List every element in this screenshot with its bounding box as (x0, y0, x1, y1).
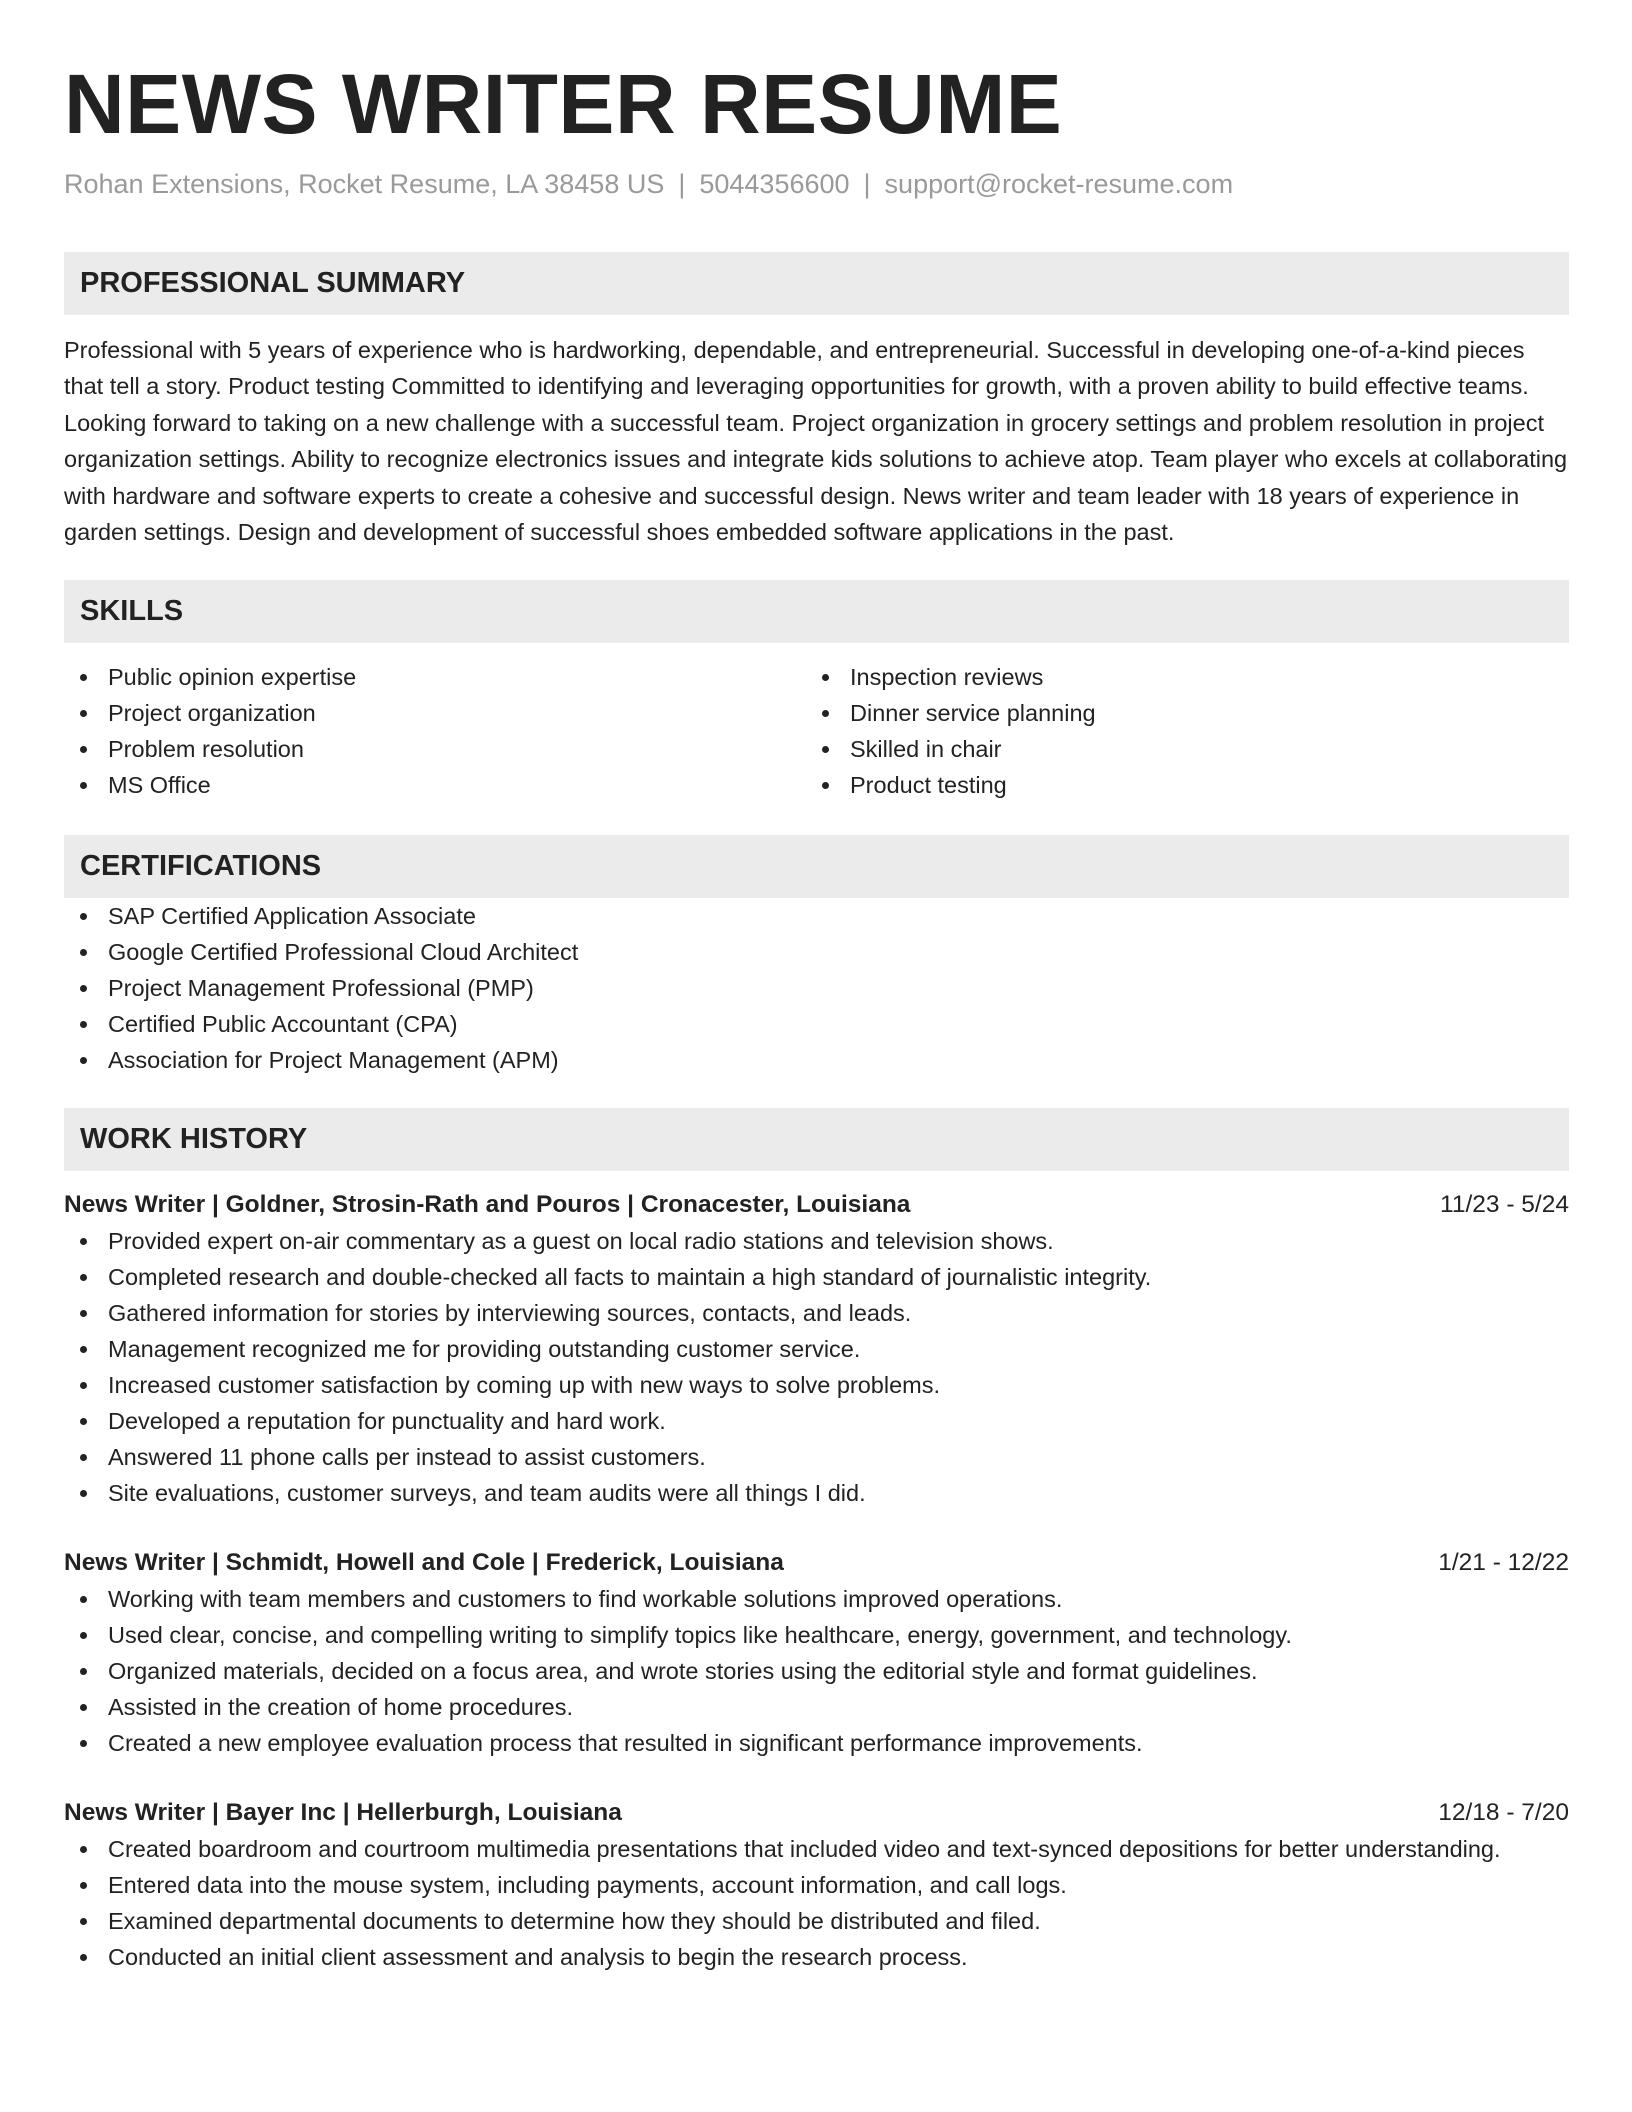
job-title: News Writer | Schmidt, Howell and Cole | Frederick, Louisiana (64, 1549, 784, 1577)
job-bullet: Answered 11 phone calls per instead to assist customers. (64, 1439, 1569, 1475)
job-title: News Writer | Bayer Inc | Hellerburgh, Louisiana (64, 1799, 622, 1827)
contact-line (64, 166, 1569, 202)
job-bullet-list (64, 1831, 1569, 1975)
job-bullet: Working with team members and customers to find workable solutions improved operations. (64, 1581, 1569, 1617)
job-title: News Writer | Goldner, Strosin-Rath and Pouros | Cronacester, Louisiana (64, 1191, 911, 1219)
section-header-work-history: WORK HISTORY (64, 1108, 1569, 1171)
contact-separator: | (863, 169, 871, 199)
job-bullet: Completed research and double-checked all facts to maintain a high standard of journalistic integrity. (64, 1259, 1569, 1295)
contact-address: Rohan Extensions, Rocket Resume, LA 38458 US (64, 169, 665, 199)
job-header (64, 1545, 1569, 1581)
job-bullet: Conducted an initial client assessment and analysis to begin the research process. (64, 1939, 1569, 1975)
certifications-list (64, 898, 1569, 1078)
resume-page (64, 0, 1569, 1975)
certification-item: Association for Project Management (APM) (64, 1042, 1569, 1078)
resume-title: NEWS WRITER RESUME (64, 57, 1063, 151)
skill-item: Dinner service planning (806, 695, 1548, 731)
certification-item: SAP Certified Application Associate (64, 898, 1569, 934)
job-bullet-list (64, 1223, 1569, 1511)
skills-list-left (64, 659, 806, 803)
job-bullet: Provided expert on-air commentary as a guest on local radio stations and television shows. (64, 1223, 1569, 1259)
section-header-summary: PROFESSIONAL SUMMARY (64, 252, 1569, 315)
skill-item: Problem resolution (64, 731, 806, 767)
certification-item: Certified Public Accountant (CPA) (64, 1006, 1569, 1042)
skill-item: Product testing (806, 767, 1548, 803)
section-header-certifications: CERTIFICATIONS (64, 835, 1569, 898)
job-bullet: Management recognized me for providing outstanding customer service. (64, 1331, 1569, 1367)
contact-email: support@rocket-resume.com (884, 169, 1234, 199)
certification-item: Google Certified Professional Cloud Architect (64, 934, 1569, 970)
job-bullet: Gathered information for stories by interviewing sources, contacts, and leads. (64, 1295, 1569, 1331)
skill-item: Inspection reviews (806, 659, 1548, 695)
job-bullet: Examined departmental documents to determine how they should be distributed and filed. (64, 1903, 1569, 1939)
skill-item: MS Office (64, 767, 806, 803)
skills-list-right (806, 659, 1548, 803)
certification-item: Project Management Professional (PMP) (64, 970, 1569, 1006)
section-header-skills: SKILLS (64, 580, 1569, 643)
summary-text: Professional with 5 years of experience who is hardworking, dependable, and entrepreneurial. Successful in developing one-of-a-kind pieces that tell a story. Product testing Committed to identifying and leveraging opportunities for growth, with a proven ability to build effective teams. Looking forward to taking on a new challenge with a successful team. Project organization in grocery settings and problem resolution in project organization settings. Ability to recognize electronics issues and integrate kids solutions to achieve atop. Team player who excels at collaborating with hardware and software experts to create a cohesive and successful design. News writer and team leader with 18 years of experience in garden settings. Design and development of successful shoes embedded software applications in the past. (64, 337, 1568, 546)
job-header (64, 1795, 1569, 1831)
job-bullet-list (64, 1581, 1569, 1761)
job-bullet: Used clear, concise, and compelling writing to simplify topics like healthcare, energy, government, and technology. (64, 1617, 1569, 1653)
job-bullet: Developed a reputation for punctuality and hard work. (64, 1403, 1569, 1439)
job-bullet: Increased customer satisfaction by coming up with new ways to solve problems. (64, 1367, 1569, 1403)
job-bullet: Organized materials, decided on a focus area, and wrote stories using the editorial style and format guidelines. (64, 1653, 1569, 1689)
job-entry (64, 1187, 1569, 1511)
job-bullet: Assisted in the creation of home procedures. (64, 1689, 1569, 1725)
job-entry (64, 1545, 1569, 1761)
job-entry (64, 1795, 1569, 1975)
skill-item: Public opinion expertise (64, 659, 806, 695)
contact-phone: 5044356600 (699, 169, 850, 199)
skills-grid (64, 659, 1569, 803)
job-bullet: Created a new employee evaluation process that resulted in significant performance improvements. (64, 1725, 1569, 1761)
job-dates: 1/21 - 12/22 (1438, 1549, 1569, 1577)
contact-separator: | (678, 169, 686, 199)
job-bullet: Site evaluations, customer surveys, and team audits were all things I did. (64, 1475, 1569, 1511)
skill-item: Skilled in chair (806, 731, 1548, 767)
skill-item: Project organization (64, 695, 806, 731)
job-bullet: Entered data into the mouse system, including payments, account information, and call logs. (64, 1867, 1569, 1903)
job-dates: 12/18 - 7/20 (1438, 1799, 1569, 1827)
job-bullet: Created boardroom and courtroom multimedia presentations that included video and text-synced depositions for better understanding. (64, 1831, 1569, 1867)
job-dates: 11/23 - 5/24 (1440, 1191, 1569, 1219)
job-header (64, 1187, 1569, 1223)
